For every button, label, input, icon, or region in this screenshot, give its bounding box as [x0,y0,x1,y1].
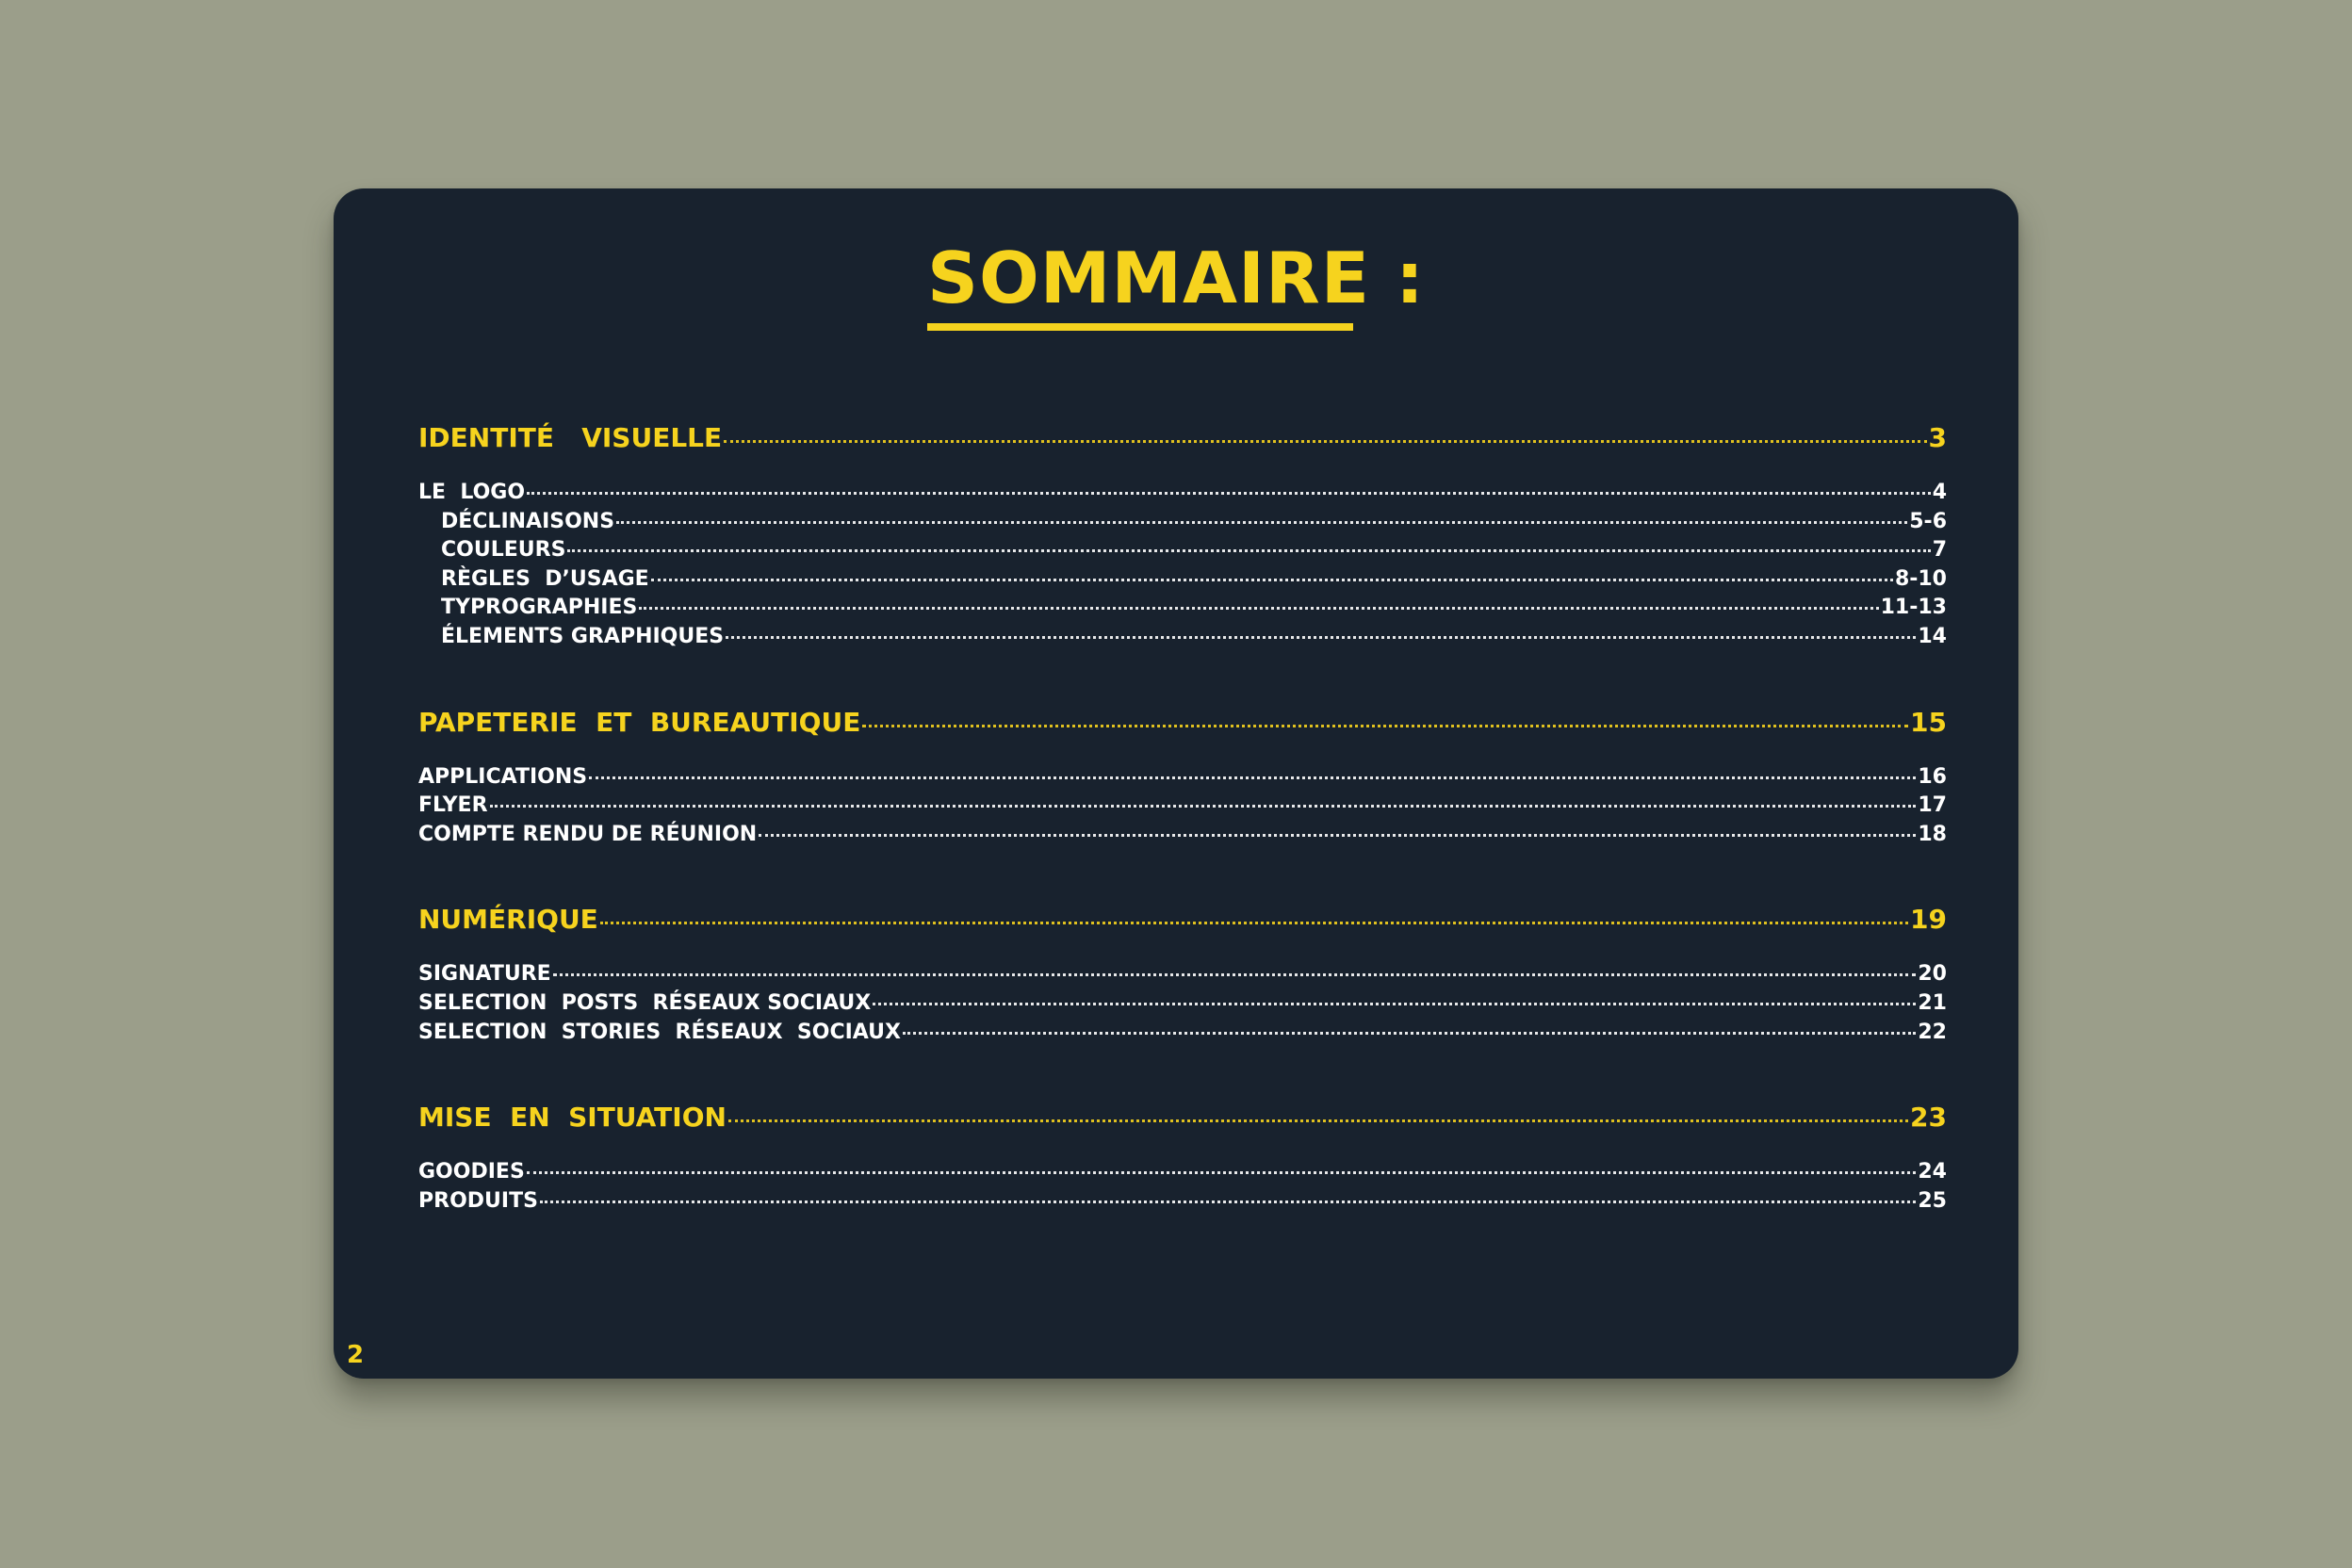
toc-item-page: 18 [1918,822,1947,846]
page-number: 2 [347,1341,365,1369]
toc-item-label: COMPTE RENDU DE RÉUNION [418,822,758,846]
toc-item-label: FLYER [418,793,488,818]
dot-leader [903,1032,1916,1035]
dot-leader [589,776,1916,779]
toc-item [418,479,1947,508]
toc-section [418,422,1947,454]
dot-leader [726,636,1916,639]
section-gap [418,849,1947,904]
toc-item-label: TYPROGRAPHIES [441,596,638,620]
section-gap [418,652,1947,707]
toc-item [418,989,1947,1019]
toc-item-page: 5-6 [1909,509,1947,533]
dot-leader [600,922,1908,924]
toc-item-page: 17 [1918,793,1947,818]
toc-section-page: 15 [1910,706,1947,738]
dot-leader [540,1200,1916,1203]
toc-item-label: DÉCLINAISONS [441,509,615,533]
table-of-contents [418,422,1947,1216]
toc-item-page: 16 [1918,764,1947,789]
toc-item [418,1158,1947,1187]
dot-leader [724,440,1926,443]
toc-page [334,188,2018,1379]
toc-item-page: 22 [1918,1020,1947,1044]
section-gap [418,1047,1947,1102]
dot-leader [527,1171,1917,1174]
toc-section [418,904,1947,936]
toc-item [418,1187,1947,1217]
dot-leader [862,725,1908,727]
toc-item [418,960,1947,989]
toc-section-page: 23 [1910,1102,1947,1134]
toc-section [418,1102,1947,1134]
toc-section-label: MISE EN SITUATION [418,1102,727,1134]
toc-item-label: APPLICATIONS [418,764,588,789]
dot-leader [553,973,1917,976]
dot-leader [527,492,1931,495]
dot-leader [567,549,1930,552]
toc-item [418,821,1947,850]
toc-item-label: LE LOGO [418,481,526,504]
toc-item-page: 25 [1918,1188,1947,1213]
toc-item-page: 21 [1918,990,1947,1015]
toc-item [418,1019,1947,1048]
toc-item-page: 11-13 [1880,596,1947,620]
dot-leader [616,521,1907,524]
toc-item-label: GOODIES [418,1160,525,1184]
toc-item-label: COULEURS [441,538,566,563]
toc-item [418,565,1947,595]
toc-item-label: ÉLEMENTS GRAPHIQUES [441,624,725,648]
toc-item-page: 7 [1932,538,1947,563]
dot-leader [759,834,1916,837]
toc-item-page: 8-10 [1894,566,1947,591]
toc-section-label: NUMÉRIQUE [418,904,598,936]
dot-leader [490,805,1917,808]
toc-item-page: 24 [1918,1160,1947,1184]
toc-section-page: 19 [1910,904,1947,936]
toc-item-page: 14 [1918,624,1947,648]
toc-section-label: PAPETERIE ET BUREAUTIQUE [418,706,861,738]
toc-item-label: SELECTION STORIES RÉSEAUX SOCIAUX [418,1020,901,1044]
dot-leader [639,607,1878,610]
toc-item-label: RÈGLES D’USAGE [441,566,649,591]
toc-item-page: 20 [1918,962,1947,987]
toc-item [418,623,1947,652]
toc-item [418,508,1947,537]
page-title [926,237,1426,331]
toc-section-page: 3 [1928,422,1947,453]
page-title-text: SOMMAIRE : [926,237,1426,319]
toc-item [418,792,1947,821]
toc-item-page: 4 [1932,481,1947,504]
toc-item-label: PRODUITS [418,1188,538,1213]
toc-item-label: SELECTION POSTS RÉSEAUX SOCIAUX [418,990,872,1015]
toc-item-label: SIGNATURE [418,962,551,987]
title-block [334,237,2018,331]
toc-section [418,707,1947,739]
dot-leader [873,1003,1916,1005]
dot-leader [728,1119,1908,1122]
title-underline [927,323,1353,331]
toc-item [418,763,1947,792]
dot-leader [651,579,1893,581]
toc-section-label: IDENTITÉ VISUELLE [418,422,723,453]
toc-item [418,536,1947,565]
toc-item [418,594,1947,623]
